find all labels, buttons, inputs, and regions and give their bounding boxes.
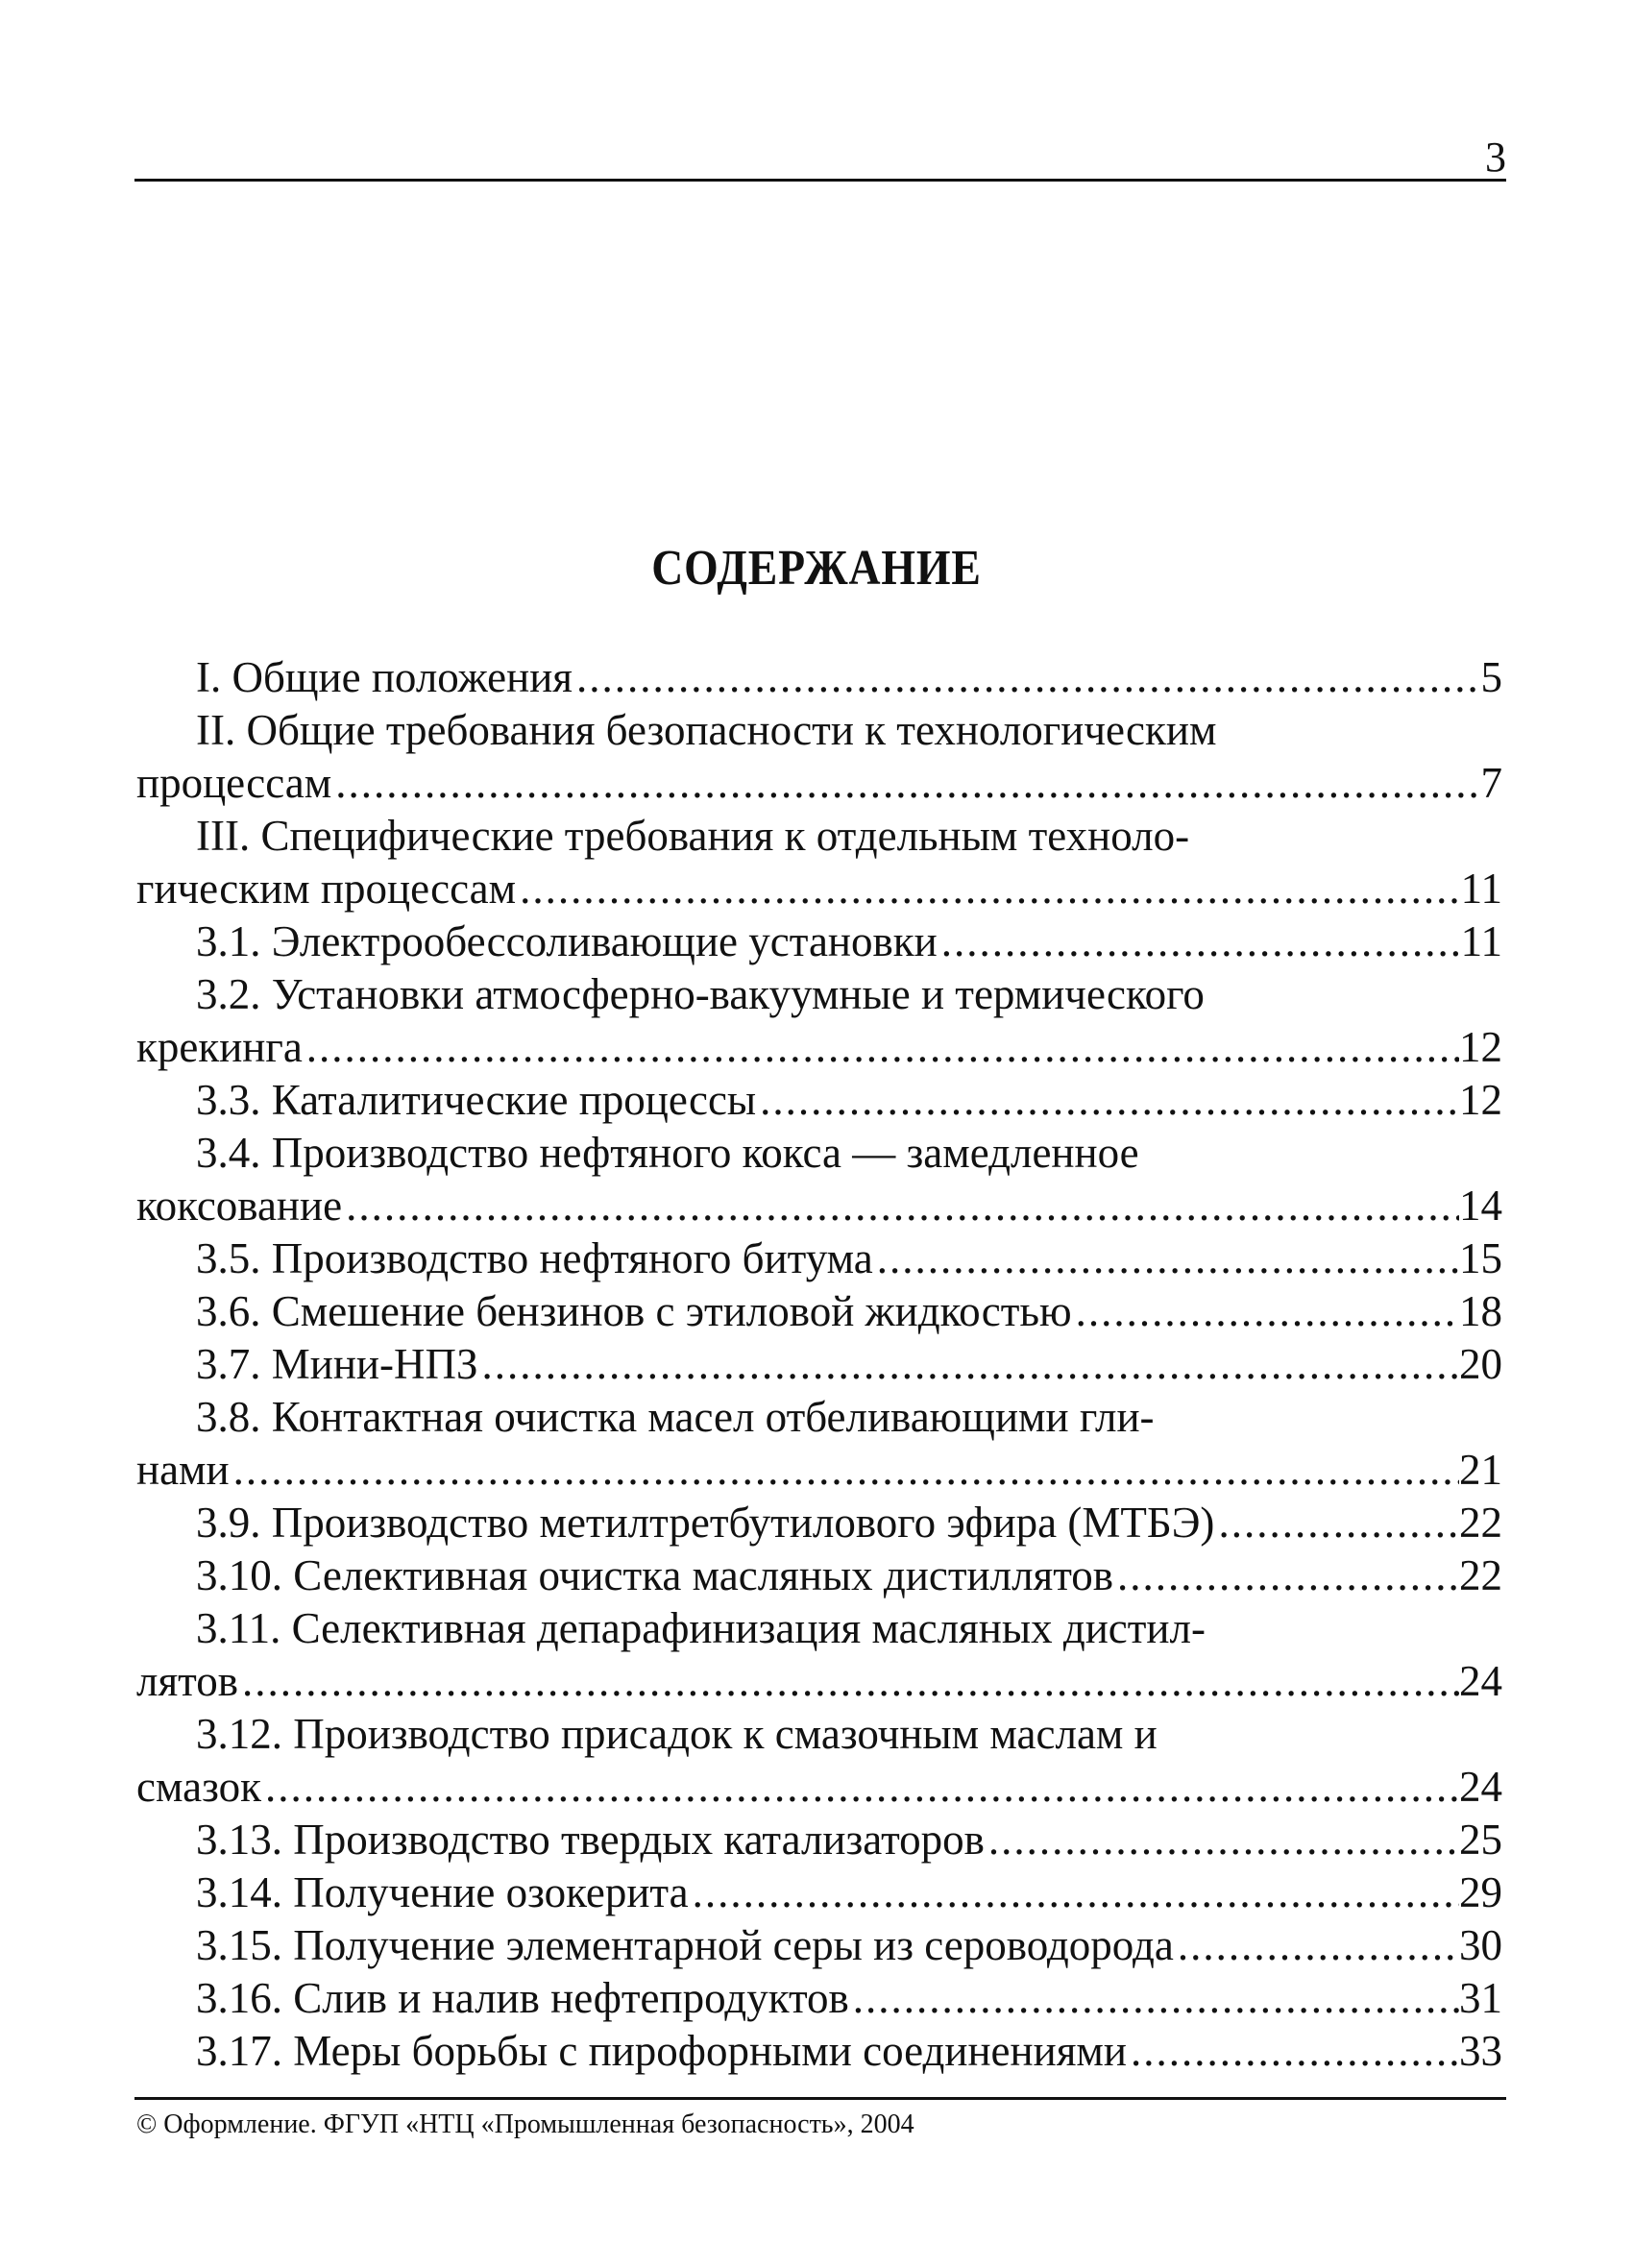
toc-entry-title: 3.1. Электрообессоливающие установки [196, 917, 938, 965]
toc-entry-title: 3.7. Мини-НПЗ [196, 1340, 478, 1388]
dot-leader [1127, 2025, 1459, 2078]
toc-entry-page: 29 [1459, 1868, 1502, 1916]
dot-leader [1174, 1919, 1459, 1972]
dot-leader [873, 1232, 1459, 1285]
toc-entry-page: 12 [1459, 1023, 1502, 1071]
toc-entry [136, 915, 1502, 968]
toc-entry-title: 3.10. Селективная очистка масляных дистиллятов [196, 1551, 1114, 1599]
toc-entry-title: 3.9. Производство метилтретбутилового эфира (МТБЭ) [196, 1499, 1215, 1547]
toc-entry-page: 7 [1480, 759, 1502, 807]
toc-entry [136, 1761, 1502, 1814]
toc-entry-page: 11 [1460, 917, 1502, 965]
toc-entry-title: лятов [136, 1657, 238, 1705]
toc-entry [136, 1074, 1502, 1127]
toc-entry [136, 1972, 1502, 2025]
toc-entry-page: 20 [1459, 1340, 1502, 1388]
dot-leader [689, 1866, 1459, 1919]
toc-title: СОДЕРЖАНИЕ [651, 541, 982, 596]
toc-entry-page: 24 [1459, 1657, 1502, 1705]
toc-entry-title: 3.15. Получение элементарной серы из сероводорода [196, 1921, 1174, 1969]
dot-leader [478, 1338, 1459, 1391]
toc-entry [136, 1814, 1502, 1866]
toc-entry-page: 15 [1459, 1234, 1502, 1282]
dot-leader [303, 1021, 1459, 1074]
toc-entry-page: 18 [1459, 1287, 1502, 1335]
toc-entry-line: 3.12. Производство присадок к смазочным маслам и [196, 1710, 1158, 1758]
toc-entry-title: 3.5. Производство нефтяного битума [196, 1234, 873, 1282]
toc-entry-page: 31 [1459, 1974, 1502, 2022]
toc-entry [136, 1919, 1502, 1972]
footer-rule [134, 2097, 1506, 2100]
toc-entry-page: 24 [1459, 1763, 1502, 1811]
toc-entry-title: нами [136, 1446, 230, 1494]
toc-entry-title: 3.3. Каталитические процессы [196, 1076, 757, 1124]
toc-entry [136, 1180, 1502, 1232]
toc-entry [136, 1285, 1502, 1338]
toc-entry [136, 863, 1502, 915]
dot-leader [342, 1180, 1459, 1232]
toc-entry-page: 21 [1459, 1446, 1502, 1494]
toc-entry-page: 12 [1459, 1076, 1502, 1124]
dot-leader [230, 1444, 1459, 1497]
toc-entry-page: 25 [1459, 1816, 1502, 1864]
dot-leader [938, 915, 1461, 968]
toc-entry-line: 3.2. Установки атмосферно-вакуумные и термического [196, 970, 1205, 1018]
dot-leader [1072, 1285, 1459, 1338]
dot-leader [1113, 1549, 1459, 1602]
toc-entry [136, 1497, 1502, 1549]
toc-entry [136, 1338, 1502, 1391]
copyright-footer: © Оформление. ФГУП «НТЦ «Промышленная безопасность», 2004 [136, 2109, 914, 2139]
dot-leader [331, 757, 1480, 810]
toc-entry [136, 2025, 1502, 2078]
toc-entry-page: 33 [1459, 2027, 1502, 2075]
dot-leader [756, 1074, 1459, 1127]
toc-entry-title: 3.16. Слив и налив нефтепродуктов [196, 1974, 849, 2022]
dot-leader [516, 863, 1461, 915]
toc-entry-title: I. Общие положения [196, 653, 573, 701]
dot-leader [1214, 1497, 1459, 1549]
toc-entry-title: 3.6. Смешение бензинов с этиловой жидкостью [196, 1287, 1072, 1335]
toc-entry [136, 1549, 1502, 1602]
toc-entry-line: 3.8. Контактная очистка масел отбеливающими гли- [196, 1393, 1155, 1441]
toc-entry-page: 30 [1459, 1921, 1502, 1969]
toc-entry-line: 3.11. Селективная депарафинизация масляных дистил- [196, 1604, 1206, 1652]
header-rule [134, 179, 1506, 182]
toc-entry-title: 3.14. Получение озокерита [196, 1868, 689, 1916]
toc-entry-line: 3.4. Производство нефтяного кокса — замедленное [196, 1129, 1139, 1177]
toc-entry-title: 3.13. Производство твердых катализаторов [196, 1816, 985, 1864]
toc-entry [136, 651, 1502, 704]
dot-leader [849, 1972, 1459, 2025]
toc-entry-title: коксование [136, 1182, 343, 1230]
dot-leader [261, 1761, 1459, 1814]
page-number: 3 [1485, 134, 1506, 181]
dot-leader [985, 1814, 1459, 1866]
toc-entry [136, 1444, 1502, 1497]
toc-entry-page: 14 [1459, 1182, 1502, 1230]
toc-entry-line: II. Общие требования безопасности к технологическим [196, 706, 1217, 754]
toc-entry [136, 1866, 1502, 1919]
toc-entry [136, 1655, 1502, 1708]
toc-entry [136, 1232, 1502, 1285]
toc-entry [136, 1021, 1502, 1074]
toc-entry-title: крекинга [136, 1023, 303, 1071]
toc-entry-line: III. Специфические требования к отдельным техноло- [196, 812, 1190, 860]
toc-entry [136, 757, 1502, 810]
toc-entry-title: 3.17. Меры борьбы с пирофорными соединениями [196, 2027, 1127, 2075]
dot-leader [238, 1655, 1459, 1708]
toc-entry-page: 11 [1460, 865, 1502, 913]
table-of-contents [136, 651, 1502, 2078]
toc-entry-title: процессам [136, 759, 332, 807]
toc-entry-page: 22 [1459, 1551, 1502, 1599]
toc-entry-page: 22 [1459, 1499, 1502, 1547]
toc-entry-page: 5 [1480, 653, 1502, 701]
toc-entry-title: гическим процессам [136, 865, 517, 913]
dot-leader [573, 651, 1481, 704]
toc-entry-title: смазок [136, 1763, 261, 1811]
